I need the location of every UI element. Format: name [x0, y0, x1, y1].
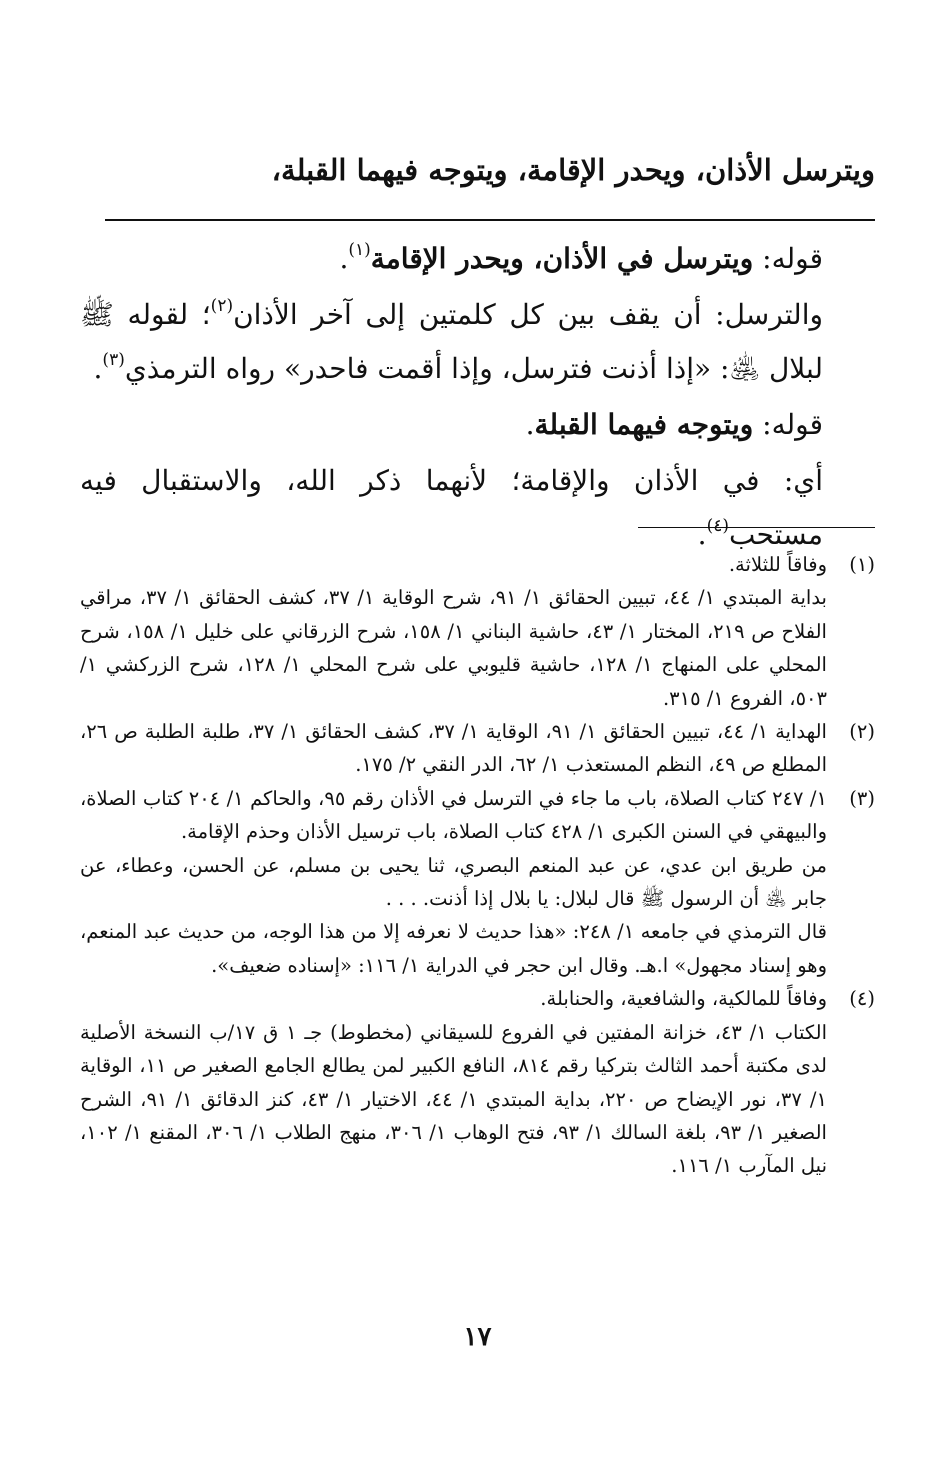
- paragraph-text: ؛ لقوله ﷺ لبلال ﵁: «إذا أذنت فترسل، وإذا أقمت فاحدر» رواه الترمذي: [80, 298, 823, 385]
- paragraph-2: [80, 288, 875, 396]
- footnote-paragraph: ١/ ٢٤٧ كتاب الصلاة، باب ما جاء في الترسل في الأذان رقم ٩٥، والحاكم ١/ ٢٠٤ كتاب الصلاة، والبيهقي في السنن الكبرى ١/ ٤٢٨ كتاب الصلاة، باب ترسيل الأذان وحذم الإقامة.: [80, 786, 827, 844]
- footnote-paragraph: من طريق ابن عدي، عن عبد المنعم البصري، ثنا يحيى بن مسلم، عن الحسن، وعطاء، عن جابر ﵁ أن الرسول ﷺ قال لبلال: يا بلال إذا أذنت. . . .: [80, 853, 827, 911]
- footnote-ref: (١): [348, 240, 371, 260]
- paragraph-3: [80, 398, 875, 452]
- paragraph-end: .: [93, 352, 103, 385]
- running-header: ويترسل الأذان، ويحدر الإقامة، ويتوجه فيهما القبلة،: [271, 153, 875, 187]
- page-number: ١٧: [463, 1322, 492, 1352]
- footnote-separator: [638, 527, 875, 528]
- book-page: [80, 0, 875, 1482]
- quote-label: قوله:: [762, 408, 823, 441]
- footnote-paragraph: قال الترمذي في جامعه ١/ ٢٤٨: «هذا حديث لا نعرفه إلا من هذا الوجه، من حديث عبد المنعم، وهو إسناد مجهول» ا.هـ. وقال ابن حجر في الدراية ١/ ١١٦: «إسناده ضعيف».: [80, 920, 827, 977]
- footnote-number: (١): [849, 553, 875, 576]
- paragraph-text: أي: في الأذان والإقامة؛ لأنهما ذكر الله، والاستقبال فيه مستحب: [80, 464, 823, 551]
- main-text: [80, 232, 875, 562]
- footnote-item: [80, 548, 875, 715]
- footnotes: [80, 548, 875, 1183]
- footnote-paragraph: وفاقاً للثلاثة.: [728, 553, 827, 576]
- footnote-paragraph: الكتاب ١/ ٤٣، خزانة المفتين في الفروع للسيقاني (مخطوط) جـ ١ ق ١٧/ب النسخة الأصلية لدى مكتبة أحمد الثالث بتركيا رقم ٨١٤، النافع الكبير لمن يطالع الجامع الصغير ص ١١، الوقاية ١/ ٣٧، نور الإيضاح ص ٢٢٠، بداية المبتدي ١/ ٤٤، الاختيار ١/ ٤٣، كنز الدقائق ١/ ٩١، الشرح الصغير ١/ ٩٣، بلغة السالك ١/ ٩٣، فتح الوهاب ١/ ٣٠٦، منهج الطلاب ١/ ٣٠٦، المقنع ١/ ١٠٢، نيل المآرب ١/ ١١٦.: [80, 1020, 828, 1178]
- footnote-paragraph: وفاقاً للمالكية، والشافعية، والحنابلة.: [540, 987, 827, 1011]
- footnote-number: (٣): [849, 786, 875, 810]
- paragraph-end: .: [525, 408, 535, 441]
- footnote-item: [80, 782, 875, 982]
- paragraph-text: والترسل: أن يقف بين كل كلمتين إلى آخر الأذان: [233, 298, 823, 331]
- matn-quote: ويترسل في الأذان، ويحدر الإقامة: [370, 242, 754, 275]
- footnote-paragraph: الهداية ١/ ٤٤، تبيين الحقائق ١/ ٩١، الوقاية ١/ ٣٧، كشف الحقائق ١/ ٣٧، طلبة الطلبة ص ٢٦، المطلع ص ٤٩، النظم المستعذب ١/ ٦٢، الدر النقي ٢/ ١٧٥.: [80, 720, 827, 777]
- paragraph-4: [80, 454, 875, 562]
- footnote-item: [80, 715, 875, 782]
- paragraph-end: .: [339, 242, 349, 275]
- matn-quote: ويتوجه فيهما القبلة: [534, 408, 754, 441]
- quote-label: قوله:: [762, 242, 823, 275]
- footnote-number: (٤): [849, 987, 875, 1011]
- footnote-paragraph: بداية المبتدي ١/ ٤٤، تبيين الحقائق ١/ ٩١، شرح الوقاية ١/ ٣٧، كشف الحقائق ١/ ٣٧، مراقي الفلاح ص ٢١٩، المختار ١/ ٤٣، حاشية البناني ١/ ١٥٨، شرح الزرقاني على خليل ١/ ١٥٨، شرح المحلي على المنهاج ١/ ١٢٨، حاشية قليوبي على شرح المحلي ١/ ١٢٨، شرح الزركشي ١/ ٥٠٣، الفروع ١/ ٣١٥.: [80, 586, 827, 710]
- footnote-ref: (٢): [210, 296, 234, 316]
- footnote-number: (٢): [849, 720, 875, 744]
- paragraph-end: .: [697, 518, 707, 551]
- footnote-ref: (٤): [706, 516, 729, 536]
- header-rule: [105, 219, 875, 221]
- footnote-ref: (٣): [102, 350, 125, 370]
- footnote-item: [80, 982, 875, 1182]
- paragraph-1: [80, 232, 875, 286]
